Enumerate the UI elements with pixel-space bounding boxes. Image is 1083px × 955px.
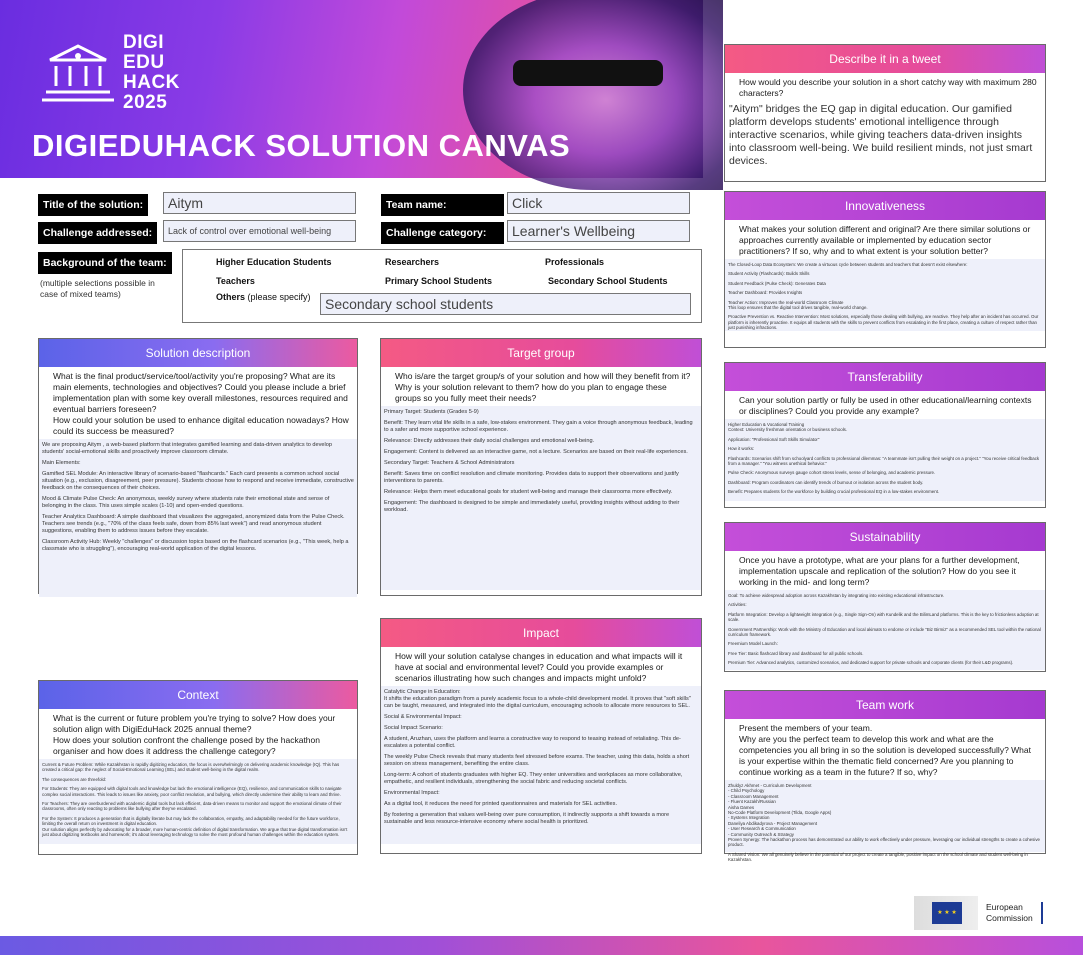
option-higher-ed[interactable]: Higher Education Students xyxy=(216,257,332,267)
answer-paragraph: Engagement: The dashboard is designed to be simple and immediately useful, providing insights without adding to their workload. xyxy=(384,500,680,513)
section-question: How would you describe your solution in a short catchy way with maximum 280 characters? xyxy=(739,77,1037,98)
team-value[interactable]: Click xyxy=(507,192,690,214)
hero-banner xyxy=(0,0,703,178)
background-label: Background of the team: xyxy=(38,252,172,274)
title-value[interactable]: Aitym xyxy=(163,192,356,214)
section-heading: Solution description xyxy=(39,339,357,367)
hero-glasses xyxy=(513,60,663,86)
answer-paragraph: Environmental Impact: xyxy=(384,790,440,796)
answer-paragraph: Premium Tier: Advanced analytics, customized scenarios, and dedicated support for private schools and corporate clients (for their L&D programs). xyxy=(728,660,1014,666)
eu-flag-icon: ★ ★ ★ xyxy=(914,896,978,930)
teamwork-section xyxy=(724,690,1046,863)
answer-paragraph: Primary Target: Students (Grades 5-9) xyxy=(384,409,479,415)
answer-paragraph: Current & Future Problem: While Kazakhstan is rapidly digitizing education, the focus is overwhelmingly on delivering academic knowledge (IQ). This has created a critical gap: the neglect of Social-Emotional Learning (SEL) and student well-being in the digital realm. xyxy=(42,762,340,773)
answer-paragraph: For Teachers: They are overburdened with academic digital tools but lack efficient, data-driven means to monitor and support the emotional climate of their classrooms, often only reacting to problems like bullying after they've escalated. xyxy=(42,801,342,812)
section-answer[interactable] xyxy=(381,686,701,844)
answer-paragraph: Activities: xyxy=(728,602,747,608)
sustainability-section xyxy=(724,522,1046,672)
section-question: What is the current or future problem you're trying to solve? How does your solution align with DigiEduHack 2025 annual theme? How does your solution confront the challenge posed by the hackathon organiser and how does it address the challenge category? xyxy=(53,713,336,756)
answer-paragraph: How it works: xyxy=(728,446,755,452)
answer-paragraph: We are proposing Aitym , a web-based platform that integrates gamified learning and data-driven analytics to develop students' social-emotional skills and proactively improve classroom climate. xyxy=(42,442,333,455)
answer-paragraph: Classroom Activity Hub: Weekly "challenges" or discussion topics based on the flashcard scenarios (e.g., "This week, help a classmate who is struggling"), encouraging real-world application of the digital lessons. xyxy=(42,539,349,552)
logo-line: DIGI xyxy=(123,32,165,53)
section-heading: Team work xyxy=(725,691,1045,719)
others-label xyxy=(216,292,311,302)
answer-paragraph: Social & Environmental Impact: xyxy=(384,714,462,720)
answer-paragraph: Relevance: Helps them meet educational goals for student well-being and manage their classrooms more effectively. xyxy=(384,489,673,495)
hackathon-logo-text xyxy=(123,33,180,113)
ec-line: European xyxy=(986,902,1023,912)
section-answer[interactable] xyxy=(725,259,1045,331)
transferability-section xyxy=(724,362,1046,508)
answer-paragraph: Benefit: They learn vital life skills in a safe, low-stakes environment. They gain a voice through anonymous feedback, leading to a safer and more supportive school experience. xyxy=(384,420,693,433)
answer-paragraph: The weekly Pulse Check reveals that many students feel stressed before exams. The teacher, using this data, holds a short session on stress management, benefiting the entire class. xyxy=(384,754,690,767)
answer-paragraph: Engagement: Content is delivered as an interactive game, not a lecture. Scenarios are based on their real-life experiences. xyxy=(384,449,688,455)
building-logo-icon xyxy=(40,38,116,104)
answer-paragraph: The Closed-Loop Data Ecosystem: We create a virtuous cycle between students and teachers that doesn't exist elsewhere: xyxy=(728,262,968,267)
answer-paragraph: A student, Aruzhan, uses the platform and learns a constructive way to respond to teasing instead of retaliating. This de-escalates a potential conflict. xyxy=(384,736,681,749)
logo-line: HACK xyxy=(123,72,180,93)
answer-paragraph: Freemium Model Launch: xyxy=(728,641,778,647)
background-note: (multiple selections possible in case of mixed teams) xyxy=(40,278,155,299)
answer-paragraph: The consequences are threefold: xyxy=(42,776,107,782)
section-answer[interactable] xyxy=(725,780,1045,863)
option-researchers[interactable]: Researchers xyxy=(385,257,440,267)
section-question: What makes your solution different and original? Are there similar solutions or approaches currently available or implemented by education sector practitioners? If so, why and to what extent is your solution better? xyxy=(739,224,1031,256)
team-label: Team name: xyxy=(381,194,504,216)
ec-line: Commission xyxy=(986,913,1033,923)
answer-paragraph: For the System: It produces a generation that is digitally literate but may lack the collaboration, empathy, and adaptability needed for the future workforce, limiting the overall return on investment in digital education. Our solution aligns perfectly by advocating for a broader, more human-centric definition of digital transformation. We argue that true digital transformation isn't just about digitizing textbooks and homework; it's about leveraging technology to solve the most profound human challenges within the education system. xyxy=(42,815,348,838)
innovativeness-section xyxy=(724,191,1046,348)
answer-paragraph: Mood & Climate Pulse Check: An anonymous, weekly survey where students rate their emotional state and sense of belonging in the class. This uses simple scales (1-10) and open-ended questions. xyxy=(42,496,330,509)
answer-paragraph: Proactive Prevention vs. Reactive Intervention: Most solutions, especially those dealing with bullying, are reactive. They help after an incident has occurred. Our platform is inherently proactive. It equips all students with the skills to prevent conflicts from escalating in the first place, creating a culture of respect rather than just punishing infractions. xyxy=(728,314,1039,331)
section-answer[interactable] xyxy=(39,439,357,597)
context-section xyxy=(38,680,358,855)
option-teachers[interactable]: Teachers xyxy=(216,276,255,286)
section-heading: Sustainability xyxy=(725,523,1045,551)
footer-bar xyxy=(0,936,1083,955)
answer-paragraph: Pulse Check: Anonymous surveys gauge cohort stress levels, sense of belonging, and academic pressure. xyxy=(728,470,936,476)
section-answer[interactable] xyxy=(725,419,1045,501)
section-question: Can your solution partly or fully be used in other educational/learning contexts or disciplines? Could you provide any example? xyxy=(739,395,1032,416)
challenge-value[interactable]: Lack of control over emotional well-being xyxy=(163,220,356,242)
section-answer[interactable] xyxy=(381,406,701,590)
others-label-text: Others xyxy=(216,292,246,302)
european-commission-logo xyxy=(914,896,1043,930)
answer-paragraph: Flashcards: Scenarios shift from schoolyard conflicts to professional dilemmas: "A teammate isn't pulling their weight on a project." "You receive critical feedback from a manager." "You witness unethical behavior." xyxy=(728,455,1040,467)
answer-paragraph: Student Activity (Flashcards): Builds Skills xyxy=(728,271,810,277)
answer-paragraph: Long-term: A cohort of students graduates with higher EQ. They enter universities and workplaces as more collaborative, empathetic, and resilient individuals, strengthening the social fabric and reducing societal conflicts. xyxy=(384,772,683,785)
answer-paragraph: Goal: To achieve widespread adoption across Kazakhstan by integrating into existing educational infrastructure. xyxy=(728,593,945,598)
category-label: Challenge category: xyxy=(381,222,504,244)
answer-paragraph: Student Feedback (Pulse Check): Generates Data xyxy=(728,280,826,286)
answer-paragraph: A Shared Vision: We all genuinely believe in the potential of our project to create a tangible, positive impact on the school climate and student well-being in Kazakhstan. xyxy=(728,851,1028,863)
section-heading: Context xyxy=(39,681,357,709)
logo-line: 2025 xyxy=(123,92,168,113)
section-heading: Target group xyxy=(381,339,701,367)
logo-line: EDU xyxy=(123,52,165,73)
background-options xyxy=(182,249,702,323)
option-primary[interactable]: Primary School Students xyxy=(385,276,493,286)
answer-paragraph: Benefit: Saves time on conflict resolution and climate monitoring. Provides data to support their observations and justify interventions to parents. xyxy=(384,471,679,484)
section-heading: Transferability xyxy=(725,363,1045,391)
answer-paragraph: Relevance: Directly addresses their daily social challenges and emotional well-being. xyxy=(384,438,595,444)
answer-paragraph: Dashboard: Program coordinators can identify trends of burnout or isolation across the student body. xyxy=(728,479,924,485)
solution-section xyxy=(38,338,358,594)
target-section xyxy=(380,338,702,596)
challenge-label: Challenge addressed: xyxy=(38,222,157,244)
option-professionals[interactable]: Professionals xyxy=(545,257,605,267)
answer-paragraph: Free Tier: Basic flashcard library and dashboard for all public schools. xyxy=(728,650,864,656)
answer-paragraph: Benefit: Prepares students for the workforce by building crucial professional EQ in a low-stakes environment. xyxy=(728,489,940,495)
others-hint: (please specify) xyxy=(247,292,311,302)
answer-paragraph: Gamified SEL Module: An interactive library of scenario-based "flashcards." Each card presents a common school social situation (e.g., exclusion, disagreement, peer pressure). Students choose how to respond and receive immediate, constructive feedback on the consequences of their choices. xyxy=(42,471,354,491)
section-heading: Impact xyxy=(381,619,701,647)
section-answer[interactable] xyxy=(39,759,357,844)
answer-paragraph: Secondary Target: Teachers & School Administrators xyxy=(384,460,515,466)
title-label: Title of the solution: xyxy=(38,194,148,216)
answer-paragraph: Social Impact Scenario: xyxy=(384,725,443,731)
answer-paragraph: Catalytic Change in Education: It shifts the education paradigm from a purely academic focus to a whole-child development model. It proves that "soft skills" can be taught, measured, and integrated into the digital curriculum, encouraging schools to allocate more resources to SEL. xyxy=(384,689,691,709)
answer-paragraph: Main Elements: xyxy=(42,460,81,466)
answer-paragraph: Platform Integration: Develop a lightweight integration (e.g., Single Sign-On) with Kundelik and the BilimLand platforms. This is the key to frictionless adoption at scale. xyxy=(728,611,1039,623)
answer-paragraph: As a digital tool, it reduces the need for printed questionnaires and materials for SEL activities. xyxy=(384,801,617,807)
answer-paragraph: Teacher Dashboard: Provides Insights xyxy=(728,290,803,296)
section-question: Who is/are the target group/s of your solution and how will they benefit from it? Why is your solution relevant to them? how do you plan to engage these groups so you fully meet their needs? xyxy=(395,371,691,403)
answer-paragraph: Zhuldyz Akhmet - Curriculum Development - Child Psychology - Classroom Management - Fluent Kazakh/Russian Aisha Dames No-Code Platform Development (Tilda, Google Apps) - Systems Integration Daneliya Abdikadyrova - Project Management - User Research & Communication - Community Outreach & Strategy Proven Synergy: The hackathon process has demonstrated our ability to work effectively under pressure, leveraging our individual strengths to create a cohesive product. xyxy=(728,783,1040,848)
section-question: Present the members of your team. Why are you the perfect team to develop this work and what are the competencies you all bring in so the solution is developed successfully? What is your expertise within the thematic field concerned? Are you planning to continue working as a team in the future? If so, why? xyxy=(739,723,1031,777)
section-question: Once you have a prototype, what are your plans for a further development, implementation upscale and replication of the solution? How do you see it working in the mid- and long term? xyxy=(739,555,1020,587)
ec-name xyxy=(986,902,1043,924)
section-answer[interactable]: "Aitym" bridges the EQ gap in digital education. Our gamified platform develops students' emotional intelligence through interactive scenarios, while giving teachers data-driven insights into classroom well-being. We build resilient minds, not just smart devices. xyxy=(725,99,1045,168)
section-question: How will your solution catalyse changes in education and what impacts will it have at social and environmental level? Could you provide examples or scenarios illustrating how such changes and impacts might unfold? xyxy=(395,651,683,683)
option-secondary[interactable]: Secondary School Students xyxy=(548,276,668,286)
section-heading: Innovativeness xyxy=(725,192,1045,220)
section-question: What is the final product/service/tool/activity you're proposing? What are its main elements, technologies and objectives? Could you please include a brief implementation plan with some key overall milestones, resources required and eventual barriers foreseen? How could your solution be used to enhance digital education nowadays? How could its success be measured? xyxy=(53,371,349,436)
canvas-title: DIGIEDUHACK SOLUTION CANVAS xyxy=(32,128,571,163)
category-value[interactable]: Learner's Wellbeing xyxy=(507,220,690,242)
tweet-section xyxy=(724,44,1046,182)
answer-paragraph: Application: "Professional Soft Skills Simulator" xyxy=(728,436,820,442)
answer-paragraph: Teacher Analytics Dashboard: A simple dashboard that visualizes the aggregated, anonymized data from the Pulse Check. Teachers see trends (e.g., "70% of the class feels safe, down from 85% last week") and read anonymous student suggestions, enabling them to address issues before they escalate. xyxy=(42,514,345,534)
others-value[interactable]: Secondary school students xyxy=(320,293,691,315)
answer-paragraph: Government Partnership: Work with the Ministry of Education and local akimats to endorse or include "Biz Birmiz" as a recommended SEL tool within the national curriculum framework. xyxy=(728,626,1041,638)
impact-section xyxy=(380,618,702,854)
answer-paragraph: By fostering a generation that values well-being over pure consumption, it indirectly supports a shift towards a more sustainable and less resource-intensive economy where social health is prioritized. xyxy=(384,812,670,825)
answer-paragraph: Higher Education & Vocational Training Context: University freshman orientation or business schools. xyxy=(728,422,848,433)
section-heading: Describe it in a tweet xyxy=(725,45,1045,73)
answer-paragraph: For Students: They are equipped with digital tools and knowledge but lack the emotional intelligence (EQ), resilience, and communication skills to navigate complex social interactions. This leads to issues like anxiety, poor conflict resolution, and bullying, which directly undermine their ability to learn and thrive. xyxy=(42,786,342,797)
answer-paragraph: Teacher Action: Improves the real-world Classroom Climate This loop ensures that the digital tool drives tangible, real-world change. xyxy=(728,299,868,311)
section-answer[interactable] xyxy=(725,590,1045,670)
